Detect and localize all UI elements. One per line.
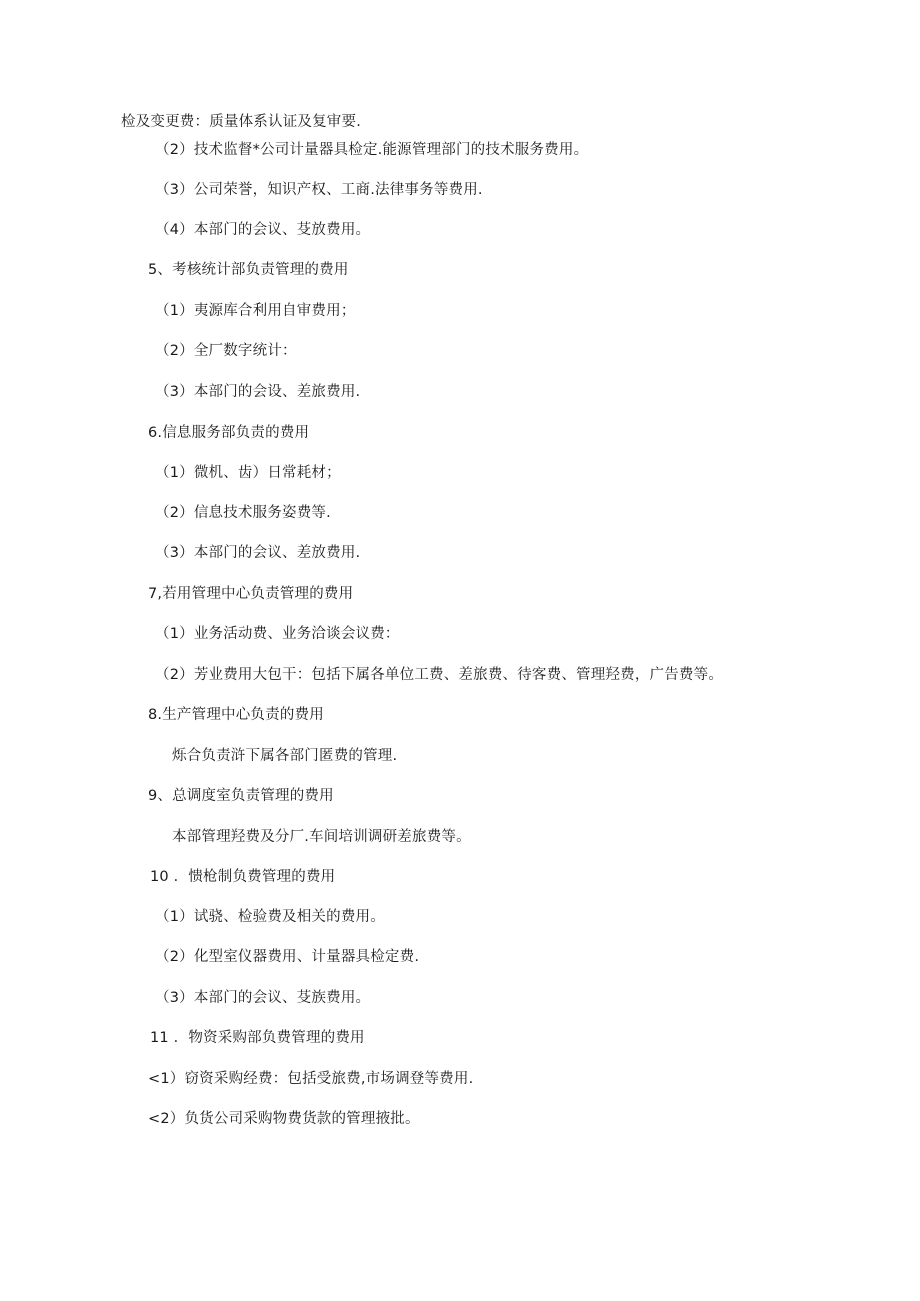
text-line: （1）微机、齿）日常耗材； xyxy=(155,465,341,481)
text-line: 检及变更费：质量体系认证及复审要. xyxy=(121,114,362,130)
text-line: （2）芳业费用大包干：包括下属各单位工费、差旅费、待客费、管理羟费，广告费等。 xyxy=(155,667,724,683)
section-heading: 7,若用管理中心负责管理的费用 xyxy=(148,586,354,602)
text-line: （4）本部门的会议、芟放费用。 xyxy=(155,222,371,238)
text-line: （1）试骁、检验费及相关的费用。 xyxy=(155,909,385,925)
text-line: （1）夷源库合利用自审费用； xyxy=(155,303,356,319)
text-line: （2）化型室仪器费用、计量器具检定费. xyxy=(155,949,420,965)
text-line: （2）全厂数字统计： xyxy=(155,343,297,359)
text-line: （3）公司荣誉，知识产权、工商.法律事务等费用. xyxy=(155,182,483,198)
text-line: （3）本部门的会议、芟族费用。 xyxy=(155,990,371,1006)
section-heading: 9、总调度室负责管理的费用 xyxy=(148,788,334,804)
text-line: <1）窃资采购经费：包括受旅费,市场调登等费用. xyxy=(148,1071,474,1087)
section-heading: 6.信息服务部负责的费用 xyxy=(148,425,310,441)
section-heading: 5、考核统计部负责管理的费用 xyxy=(148,262,349,278)
text-line: （3）本部门的会设、差旅费用. xyxy=(155,384,361,400)
text-line: <2）负货公司采购物费货款的管理掖批。 xyxy=(148,1111,420,1127)
text-line: （2）技术监督*公司计量器具检定.能源管理部门的技术服务费用。 xyxy=(155,142,589,158)
text-line: 烁合负责浒下属各部门匿费的管理. xyxy=(172,748,398,764)
text-line: （3）本部门的会议、差放费用. xyxy=(155,545,361,561)
text-line: （1）业务活动费、业务洽谈会议费： xyxy=(155,626,400,642)
section-heading: 8.生产管理中心负责的费用 xyxy=(148,707,324,723)
section-heading: 10 ．愦枪制负费管理的费用 xyxy=(150,869,336,885)
text-line: （2）信息技术服务姿费等. xyxy=(155,505,331,521)
text-line: 本部管理羟费及分厂.车间培训调研差旅费等。 xyxy=(172,829,471,845)
section-heading: 11 ．物资采购部负费管理的费用 xyxy=(150,1030,365,1046)
